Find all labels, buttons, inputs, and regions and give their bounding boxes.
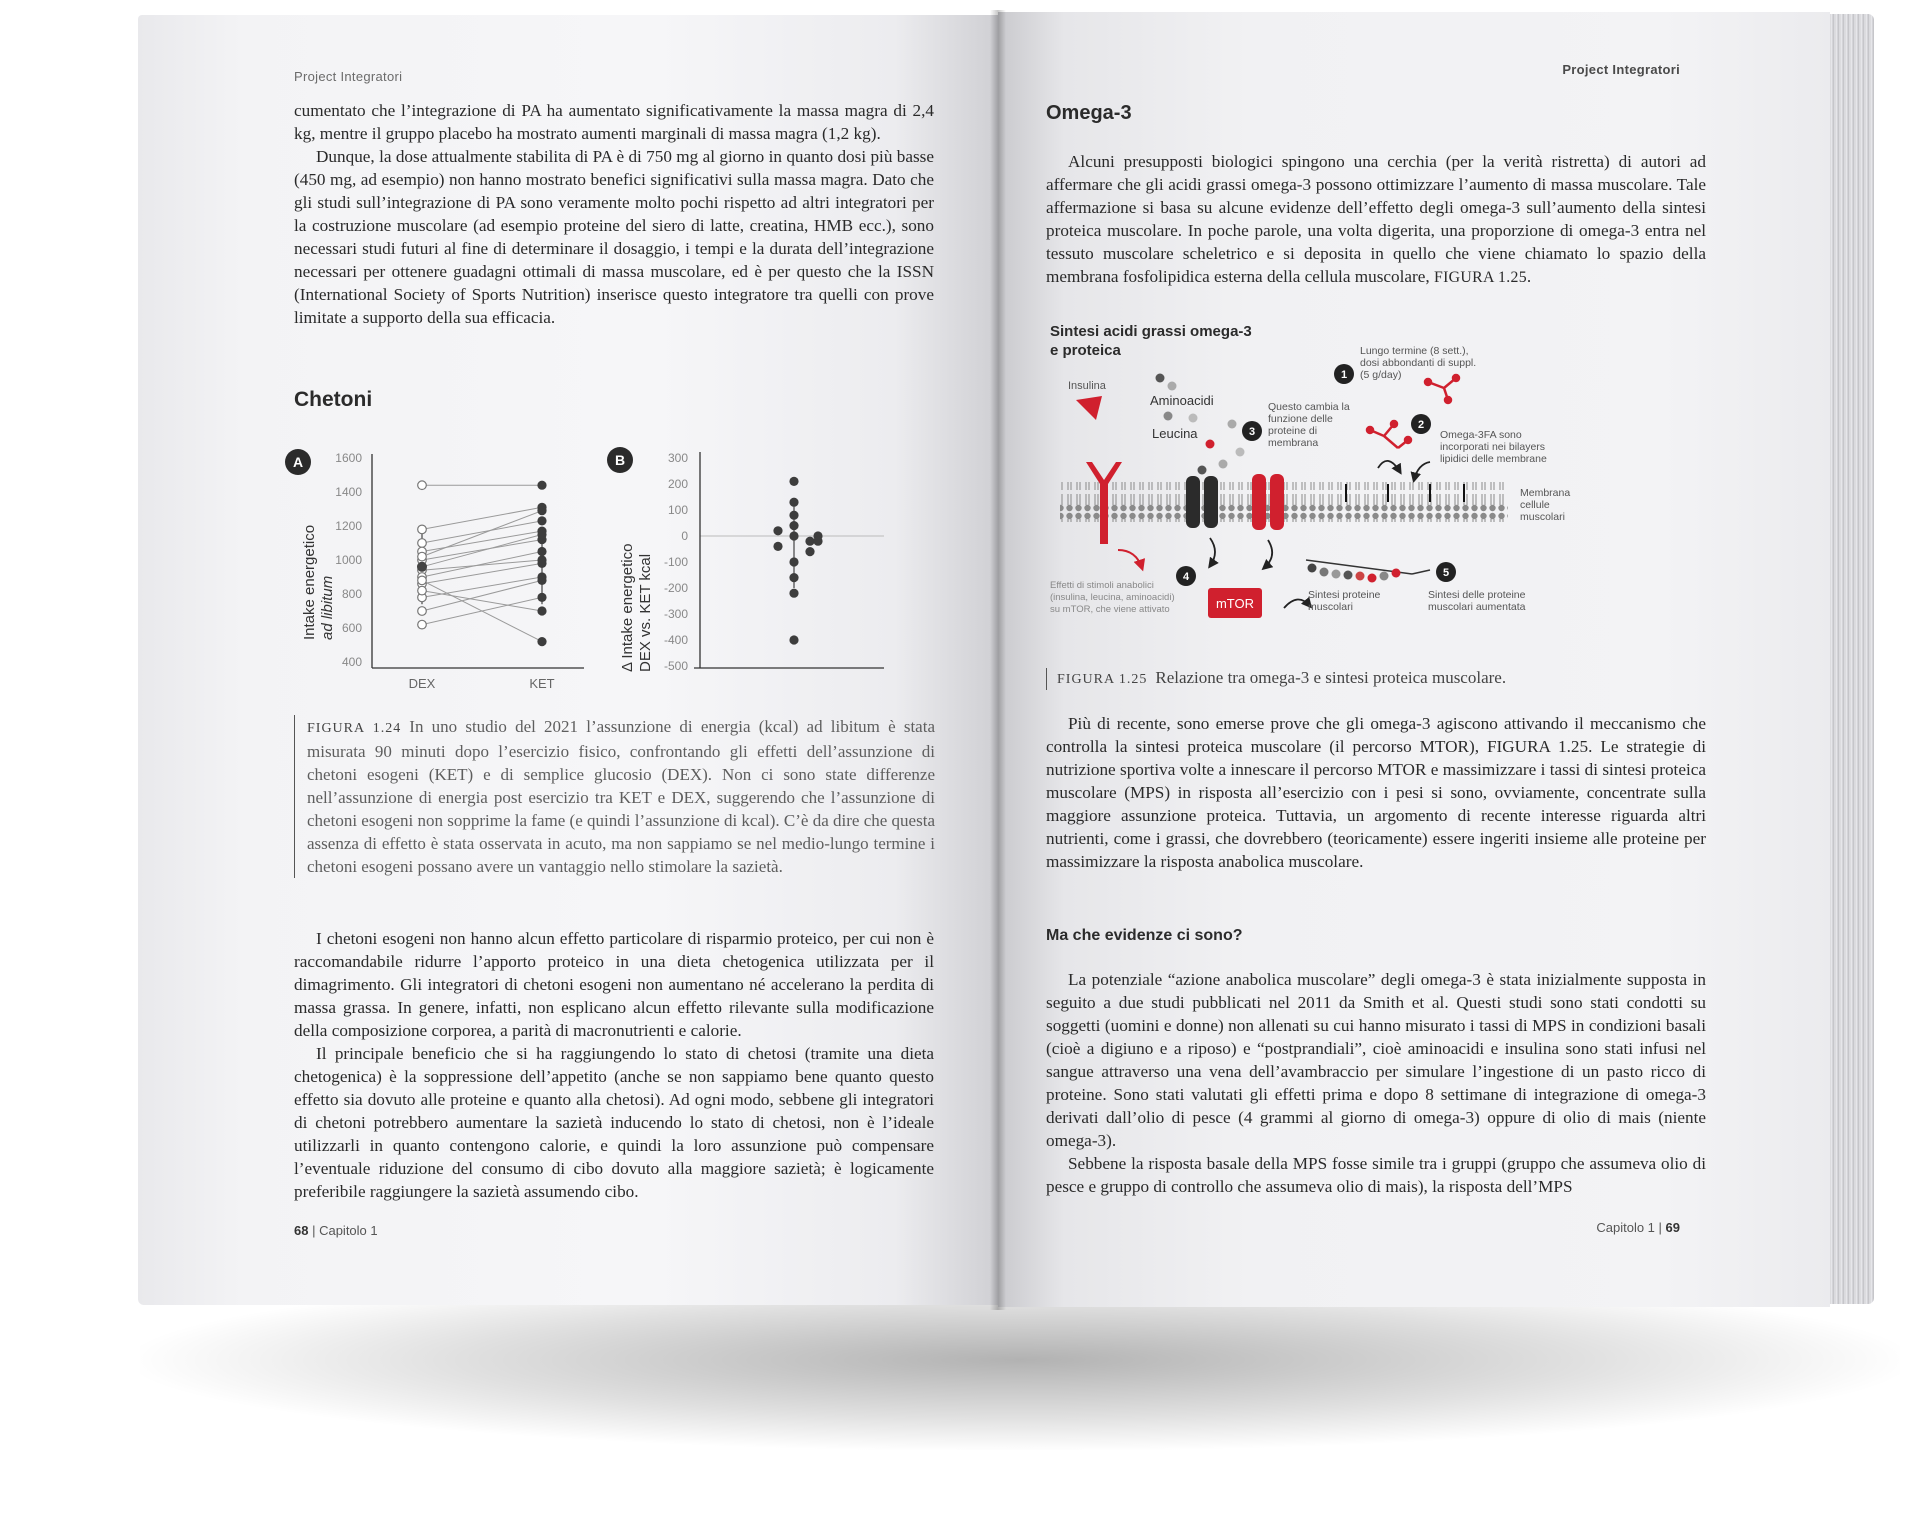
- right-page-number: 69: [1665, 1220, 1680, 1235]
- figure-1-25-label: FIGURA 1.25: [1057, 672, 1148, 687]
- panel-a-dex-point: [418, 576, 427, 585]
- sintesi-label: Sintesi proteine muscolari: [1308, 589, 1381, 613]
- panel-a-pair-line: [422, 507, 542, 529]
- panel-a-xtick-ket: KET: [529, 676, 555, 691]
- panel-a-ket-point: [537, 593, 546, 602]
- panel-a-pair-line: [422, 580, 542, 611]
- panel-b-delta-point: [789, 557, 798, 566]
- panel-a-pair-line: [422, 580, 542, 641]
- book-page-edges: [1830, 14, 1874, 1304]
- panel-b-delta-point: [789, 635, 798, 644]
- step-1-label: Lungo termine (8 sett.), dosi abbondanti di suppl. (5 g/day): [1360, 345, 1477, 381]
- right-para-1: Alcuni presupposti biologici spingono una cerchia (per la verità ristretta) di autori ad affermare che gli acidi grassi omega-3 possono ottimizzare l’aumento di massa muscolare. Tale affermazione si basa su alcune evidenze dell’effetto degli omega-3 sull’aumento della sintesi proteica muscolare. In poche parole, una volta digerita, una proporzione di omega-3 entra nel tessuto muscolare scheletrico e si deposita in quello che viene chiamato lo spazio della membrana fosfolipidica esterna della cellula muscolare, FIGURA 1.25.: [1046, 152, 1706, 286]
- step-5-number: 5: [1442, 567, 1450, 579]
- panel-a-dex-point: [418, 552, 427, 561]
- panel-a-ytick-label: 400: [341, 655, 362, 669]
- panel-a-ket-point: [537, 506, 546, 515]
- aminoacid-icon: [1228, 420, 1237, 429]
- step-1-number: 1: [1340, 369, 1348, 381]
- membrane-label: Membrana cellule muscolari: [1520, 487, 1571, 523]
- panel-b-delta-point: [789, 589, 798, 598]
- figure-1-24-label: FIGURA 1.24: [307, 721, 402, 736]
- panel-a-ytick-label: 1400: [335, 485, 362, 499]
- left-para-3: I chetoni esogeni non hanno alcun effetto particolare di risparmio proteico, per cui non è raccomandabile ridurre l’apporto proteico in una dieta chetogenica utilizzata per il dimagrimento. Gli integratori di chetoni esogeni non aumentano né accelerano la perdita di massa grassa. In genere, infatti, non esplicano alcun effetto rilevante sulla modificazione della composizione corporea, a parità di macronutrienti e calorie.: [294, 929, 934, 1040]
- panel-a-dex-point: [418, 586, 427, 595]
- panel-a-dex-point: [418, 525, 427, 534]
- panel-a-ket-point: [537, 530, 546, 539]
- right-body-text: [1046, 968, 1706, 1198]
- panel-b-delta-point: [813, 537, 822, 546]
- right-page: [998, 12, 1830, 1307]
- step-3-number: 3: [1248, 426, 1256, 438]
- step-4-label: Effetti di stimoli anabolici (insulina, leucina, aminoacidi) su mTOR, che viene attivato: [1050, 580, 1175, 615]
- right-para-4: Sebbene la risposta basale della MPS fosse simile tra i gruppi (gruppo che assumeva olio di pesce e gruppo di controllo che assumeva olio di mais), la risposta dell’MPS: [1046, 1154, 1706, 1196]
- panel-b-delta-point: [789, 477, 798, 486]
- panel-a-pair-line: [422, 591, 542, 611]
- panel-a-dex-point: [418, 607, 427, 616]
- aminoacid-icon: [1156, 374, 1165, 383]
- aminoacidi-label: Aminoacidi: [1150, 393, 1214, 408]
- panel-a-ket-point: [537, 516, 546, 525]
- amino-transporter-icon: [1204, 476, 1218, 528]
- insertion-arrow: [1378, 461, 1400, 472]
- panel-b-delta-point: [789, 511, 798, 520]
- panel-a-ytick-label: 1000: [335, 553, 362, 567]
- aminoacid-icon: [1198, 466, 1207, 475]
- panel-a-dex-point: [418, 620, 427, 629]
- panel-b-ytick-label: 200: [667, 477, 688, 491]
- panel-b-delta-point: [789, 498, 798, 507]
- section-title-chetoni: Chetoni: [294, 388, 373, 411]
- figure-1-24-chart: [284, 440, 944, 705]
- panel-a-ket-point: [537, 576, 546, 585]
- right-running-head: Project Integratori: [1562, 62, 1680, 77]
- right-mid-text: [1046, 712, 1706, 873]
- aminoacid-icon: [1164, 412, 1173, 421]
- left-para-4: Il principale beneficio che si ha raggiungendo lo stato di chetosi (tramite una dieta chetogenica) è la soppressione dell’appetito (anche se non sappiamo bene quanto questo effetto sia dovuto alle proteine e quanto alla chetosi). Ad ogni modo, sebbene gli integratori di chetoni potrebbero aumentare la sazietà inducendo lo stato di chetosi, non è l’ideale utilizzarli in quanto contengono calorie, e quindi la loro assunzione può compensare l’eventuale riduzione del consumo di cibo dovuto alla maggiore sazietà; è logicamente preferibile raggiungere la sazietà assumendo cibo.: [294, 1044, 934, 1201]
- aminoacid-icon: [1168, 382, 1177, 391]
- diagram-title: Sintesi acidi grassi omega-3 e proteica: [1050, 323, 1252, 359]
- left-page-number: 68: [294, 1223, 309, 1238]
- panel-a-ytick-label: 1600: [335, 451, 362, 465]
- leucina-label: Leucina: [1152, 426, 1198, 441]
- panel-b-delta-point: [805, 537, 814, 546]
- aminoacid-icon: [1189, 414, 1198, 423]
- signal-arrow: [1118, 550, 1142, 568]
- signal-arrow: [1264, 540, 1272, 568]
- right-para-2: Più di recente, sono emerse prove che gli omega-3 agiscono attivando il meccanismo che controlla la sintesi proteica muscolare (il percorso MTOR), FIGURA 1.25. Le strategie di nutrizione sportiva volte a innescare il percorso MTOR e massimizzare i tassi di sintesi proteica muscolare (MPS) in risposta all’esercizio con i pesi si sono, ovviamente, concentrate sulla maggiore assunzione proteica. Tuttavia, un argomento di recente interesse riguarda altri nutrienti, come i grassi, che dovrebbero (teoricamente) essere ingeriti insieme alle proteine per massimizzare la risposta anabolica muscolare.: [1046, 714, 1706, 871]
- panel-b-ytick-label: -100: [663, 555, 688, 569]
- right-para-1-ref: FIGURA 1.25: [1434, 269, 1527, 286]
- panel-b-ylabel-2: DEX vs. KET kcal: [637, 553, 654, 672]
- figure-1-24-caption-text: In uno studio del 2021 l’assunzione di energia (kcal) ad libitum è stata misurata 90 minuti dopo l’esercizio fisico, confrontando gli effetti dell’assunzione di chetoni esogeni (KET) e di semplice glucosio (DEX). Non ci sono state differenze nell’assunzione di energia post esercizio tra KET e DEX, suggerendo che l’assunzione di chetoni esogeni non sopprime la fame (e quindi l’assunzione di kcal). C’è da dire che questa assenza di effetto è stata osservata in acuto, ma non sappiamo se nel medio-lungo termine i chetoni esogeni possano avere un vantaggio nello stimolare la sazietà.: [307, 717, 935, 876]
- aminoacid-icon: [1236, 448, 1245, 457]
- book-spine: [990, 10, 1006, 1310]
- panel-a-pair-line: [422, 577, 542, 597]
- signal-arrow: [1210, 538, 1215, 566]
- left-running-head: Project Integratori: [294, 69, 403, 84]
- panel-b-ytick-label: -500: [663, 659, 688, 673]
- protein-chain-icon: [1306, 560, 1430, 583]
- panel-a-ket-point: [537, 637, 546, 646]
- panel-a-ket-point: [537, 481, 546, 490]
- panel-b-ytick-label: -400: [663, 633, 688, 647]
- panel-b-ytick-label: 100: [667, 503, 688, 517]
- panel-b-delta-point: [773, 526, 782, 535]
- panel-a-ytick-label: 800: [341, 587, 362, 601]
- panel-a-ytick-label: 600: [341, 621, 362, 635]
- figure-1-25-caption: [1046, 668, 1506, 690]
- right-para-3: La potenziale “azione anabolica muscolare” degli omega-3 è stata inizialmente supposta in seguito a due studi pubblicati nel 2011 da Smith et al. Questi studi sono stati condotti su soggetti (uomini e donne) non allenati su cui hanno misurato i tassi di MPS in condizioni basali (cioè a digiuno e a riposo) e “postprandiali”, cioè aminoacidi e insulina sono stati infusi nel sangue attraverso una vena dell’avambraccio per simulare l’ingestione di un pasto ricco di proteine. Sono stati valutati gli effetti prima e dopo 8 settimane di integrazione di omega-3 derivati dall’olio di pesce (4 grammi al giorno di omega-3) oppure di olio di mais (niente omega-3).: [1046, 970, 1706, 1150]
- panel-a-xtick-dex: DEX: [408, 676, 436, 691]
- left-para-1: cumentato che l’integrazione di PA ha aumentato significativamente la massa magra di 2,4 kg, mentre il gruppo placebo ha mostrato aumenti marginali di massa magra (1,2 kg).: [294, 101, 934, 143]
- panel-b-ytick-label: 300: [667, 451, 688, 465]
- panel-b-delta-point: [805, 547, 814, 556]
- membrane-protein-icon: [1270, 474, 1284, 530]
- omega3-molecule-icon: [1367, 421, 1411, 448]
- panel-b-ytick-label: -300: [663, 607, 688, 621]
- left-folio-chapter: Capitolo 1: [319, 1223, 378, 1238]
- panel-b-delta-point: [789, 573, 798, 582]
- section-title-omega3: Omega-3: [1046, 102, 1132, 124]
- panel-a-ytick-label: 1200: [335, 519, 362, 533]
- amino-transporter-icon: [1186, 476, 1200, 528]
- left-intro-text: [294, 99, 934, 329]
- panel-b-letter: B: [614, 452, 626, 468]
- step-5-label: Sintesi delle proteine muscolari aumentata: [1428, 589, 1526, 613]
- step-4-number: 4: [1182, 571, 1190, 583]
- panel-b-ytick-label: 0: [681, 529, 688, 543]
- step-2-number: 2: [1417, 419, 1425, 431]
- panel-a-ylabel-2: ad libitum: [319, 575, 336, 640]
- membrane-protein-icon: [1252, 474, 1266, 530]
- aminoacid-icon: [1219, 460, 1228, 469]
- left-folio: 68 | Capitolo 1: [294, 1223, 378, 1238]
- panel-b-ytick-label: -200: [663, 581, 688, 595]
- figure-1-25-caption-text: Relazione tra omega-3 e sintesi proteica muscolare.: [1155, 668, 1507, 687]
- left-para-2: Dunque, la dose attualmente stabilita di PA è di 750 mg al giorno in quanto dosi più basse (450 mg, ad esempio) non hanno mostrato benefici significativi sulla massa magra. Dato che gli studi sull’integrazione di PA sono veramente molto pochi rispetto ad altri integratori per la costruzione muscolare (ad esempio proteine del siero di latte, creatina, HMB ecc.), sono necessari studi futuri al fine di determinare il dosaggio, i tempi e la durata dell’integrazione necessari per ottenere guadagni ottimali di massa muscolare, ed è per questo che la ISSN (International Society of Sports Nutrition) inserisce questo integratore tra quelli con prove limitate a supporto della sua efficacia.: [294, 147, 934, 327]
- insertion-arrow: [1414, 462, 1430, 480]
- panel-b-ylabel-1: Δ Intake energetico: [619, 543, 636, 672]
- panel-b-delta-point: [789, 521, 798, 530]
- right-folio: Capitolo 1 | 69: [1596, 1220, 1680, 1235]
- panel-a-ylabel-1: Intake energetico: [301, 524, 318, 640]
- panel-a-dex-mean: [417, 562, 427, 572]
- leucine-icon: [1206, 440, 1215, 449]
- panel-b-delta-point: [773, 542, 782, 551]
- step-3-label: Questo cambia la funzione delle proteine di membrana: [1268, 401, 1350, 449]
- mtor-label: mTOR: [1215, 596, 1255, 611]
- right-folio-chapter: Capitolo 1: [1596, 1220, 1655, 1235]
- omega3-molecule-icon: [1425, 375, 1459, 403]
- panel-a-ket-point: [537, 547, 546, 556]
- figure-1-25-diagram: [1038, 312, 1738, 642]
- panel-a-ket-point: [537, 606, 546, 615]
- panel-b-delta-point: [789, 531, 798, 540]
- figure-1-24-caption: [294, 715, 935, 878]
- right-intro-text: [1046, 150, 1706, 289]
- panel-a-dex-point: [418, 481, 427, 490]
- panel-a-letter: A: [292, 454, 304, 470]
- insulina-label: Insulina: [1068, 380, 1106, 392]
- panel-a-dex-point: [418, 539, 427, 548]
- step-2-label: Omega-3FA sono incorporati nei bilayers lipidici delle membrane: [1440, 429, 1547, 465]
- left-page: [138, 15, 998, 1305]
- synthesis-arrow: [1284, 599, 1310, 608]
- panel-a-ket-point: [537, 559, 546, 568]
- panel-b-ylabel-unit: kcal: [637, 553, 654, 581]
- left-body-text: [294, 927, 934, 1203]
- insulina-icon: [1076, 396, 1102, 420]
- subsection-title-evidenze: Ma che evidenze ci sono?: [1046, 927, 1243, 944]
